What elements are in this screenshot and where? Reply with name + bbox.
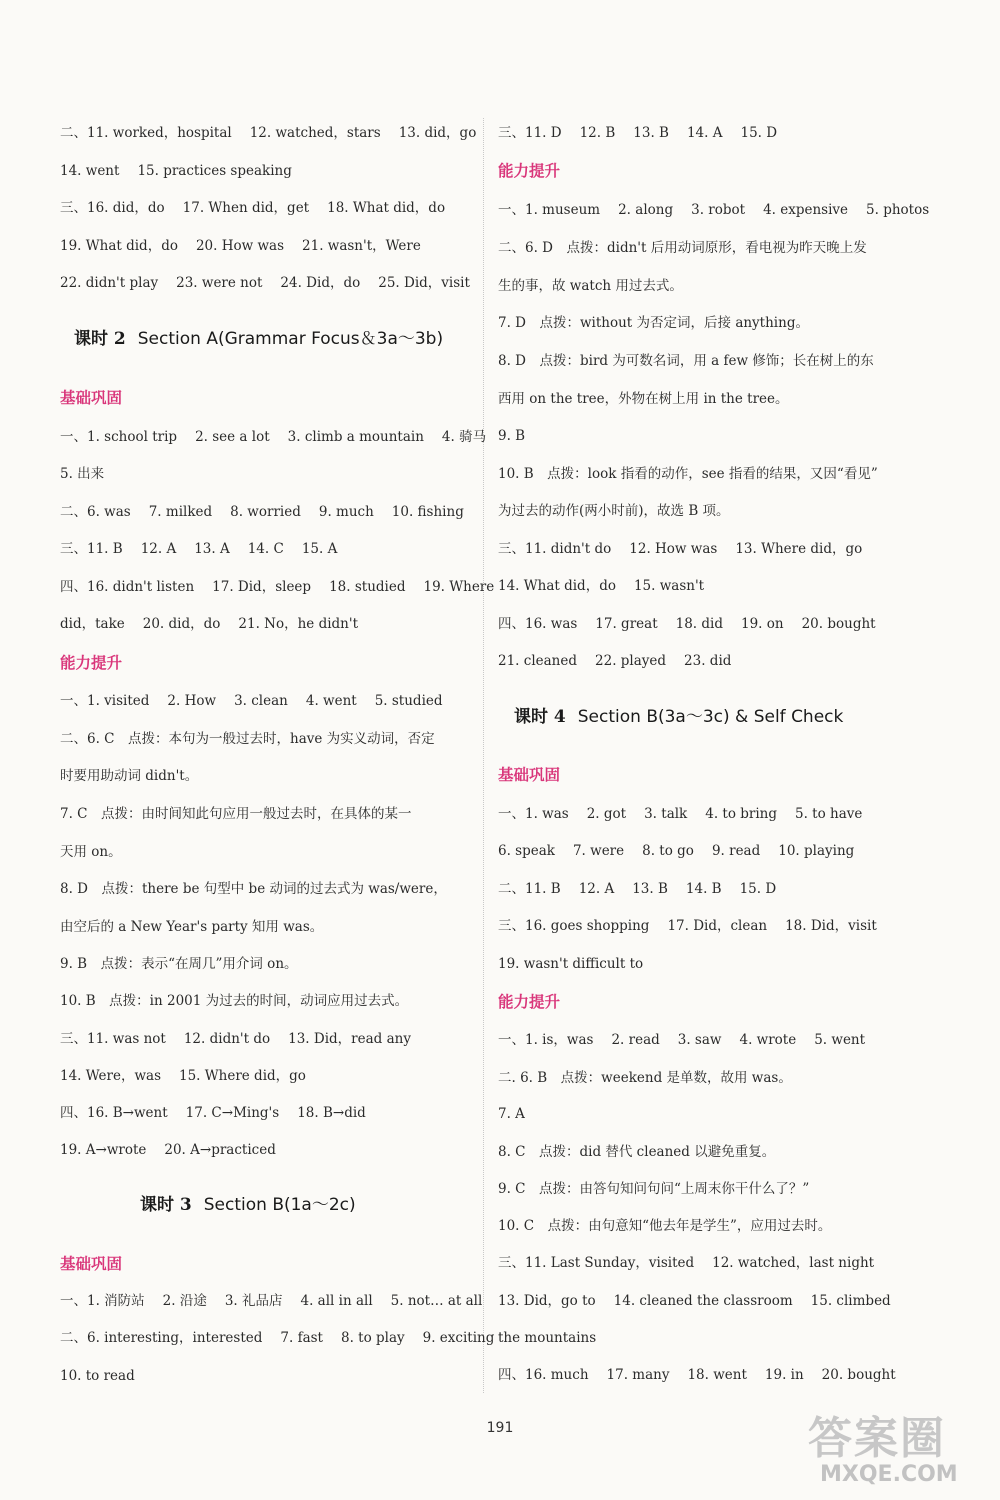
answer-line — [498, 1253, 874, 1273]
answer-item: 17. Did，sleep — [212, 579, 312, 595]
answer-line — [498, 313, 809, 333]
lesson-section: Section B(1a～2c) — [203, 1195, 356, 1215]
answer-line — [60, 917, 323, 937]
answer-line — [498, 651, 731, 671]
answer-item: 5. not… at all — [390, 1293, 483, 1309]
answer-item: 18. What did，do — [327, 200, 446, 216]
answer-item: 一、1. visited — [60, 693, 150, 709]
answer-item: 5. went — [814, 1032, 866, 1048]
answer-item: 12. How was — [629, 541, 718, 557]
answer-item: 三、16. did，do — [60, 200, 165, 216]
answer-item: 14. C — [247, 541, 284, 557]
lesson-section: Section B(3a～3c) & Self Check — [577, 707, 844, 727]
answer-item: 7. C 点拨：由时间知此句应用一般过去时，在具体的某一 — [60, 806, 412, 822]
answer-item: 13. B — [633, 125, 669, 141]
answer-item: 一、1. school trip — [60, 429, 178, 445]
answer-item: 15. climbed — [810, 1293, 891, 1309]
section-heading: 能力提升 — [60, 654, 123, 672]
answer-item: 4. went — [305, 693, 357, 709]
answer-item: 23. did — [684, 653, 732, 669]
answer-item: 18. did — [675, 616, 723, 632]
answer-item: 13. B — [632, 881, 668, 897]
lesson-section: Section A(Grammar Focus＆3a～3b) — [137, 329, 444, 349]
section-heading: 基础巩固 — [60, 389, 123, 407]
answer-item: 12. watched，stars — [249, 125, 381, 141]
page-number: 191 — [486, 1420, 514, 1436]
answer-item: 21. wasn't，Were — [302, 238, 421, 254]
answer-line — [498, 276, 683, 296]
answer-line — [60, 577, 494, 597]
answer-item: 三、11. didn't do — [498, 541, 612, 557]
answer-item: 12. A — [578, 881, 615, 897]
answer-item: 5. photos — [866, 202, 930, 218]
answer-line — [60, 954, 298, 974]
answer-item: 24. Did，do — [280, 275, 361, 291]
lesson-key: 课时 2 — [74, 329, 126, 349]
answer-item: 13. did，go — [398, 125, 477, 141]
answer-item: 7. fast — [280, 1330, 323, 1346]
answer-item: 7. A — [498, 1106, 525, 1122]
lesson-title — [140, 1193, 356, 1217]
answer-item: 6. speak — [498, 843, 555, 859]
answer-line — [498, 614, 876, 634]
answer-item: 4. 骑马 — [441, 429, 487, 445]
answer-line — [60, 1066, 306, 1086]
answer-item: 9. B — [498, 428, 526, 444]
answer-line — [60, 427, 486, 447]
answer-item: 14. A — [686, 125, 723, 141]
answer-item: 四、16. B→went — [60, 1105, 168, 1121]
answer-line — [60, 691, 443, 711]
answer-line — [60, 236, 421, 256]
answer-item: did，take — [60, 616, 125, 632]
answer-item: 17. Did，clean — [667, 918, 768, 934]
answer-item: 二、6. was — [60, 504, 131, 520]
lesson-key: 课时 4 — [514, 707, 566, 727]
answer-item: 8. D 点拨：bird 为可数名词，用 a few 修饰；长在树上的东 — [498, 353, 874, 369]
section-heading: 基础巩固 — [498, 766, 561, 784]
answer-item: 21. cleaned — [498, 653, 578, 669]
answer-item: 20. bought — [801, 616, 876, 632]
answer-item: 15. practices speaking — [137, 163, 292, 179]
answer-item: 8. worried — [230, 504, 301, 520]
answer-item: 18. went — [687, 1367, 747, 1383]
answer-line — [498, 1068, 792, 1088]
answer-item: 2. How — [167, 693, 217, 709]
answer-item: 9. C 点拨：由答句知问句问“上周末你干什么了？” — [498, 1181, 810, 1197]
answer-item: 一、1. is，was — [498, 1032, 594, 1048]
answer-item: 三、11. Last Sunday，visited — [498, 1255, 695, 1271]
answer-item: 3. 礼品店 — [224, 1293, 283, 1309]
answer-line — [498, 916, 877, 936]
answer-item: 19. wasn't difficult to — [498, 956, 644, 972]
answer-item: 3. climb a mountain — [287, 429, 424, 445]
answer-item: 18. studied — [329, 579, 406, 595]
answer-item: 22. played — [595, 653, 667, 669]
answer-item: 四、16. much — [498, 1367, 589, 1383]
answer-line — [60, 161, 292, 181]
answer-item: 2. got — [586, 806, 627, 822]
answer-item: 二. 6. B 点拨：weekend 是单数，故用 was。 — [498, 1070, 792, 1086]
answer-line — [60, 1328, 494, 1348]
answer-item: 23. were not — [176, 275, 263, 291]
lesson-key: 课时 3 — [140, 1195, 192, 1215]
answer-line — [60, 539, 337, 559]
answer-item: 7. D 点拨：without 为否定词，后接 anything。 — [498, 315, 809, 331]
answer-item: the mountains — [498, 1330, 597, 1346]
answer-item: 14. Were，was — [60, 1068, 161, 1084]
answer-line — [498, 1216, 831, 1236]
answer-item: 3. clean — [234, 693, 288, 709]
answer-item: 四、16. was — [498, 616, 578, 632]
answer-item: 一、1. was — [498, 806, 569, 822]
answer-line — [498, 841, 854, 861]
answer-item: 二、6. C 点拨：本句为一般过去时，have 为实义动词，否定 — [60, 731, 435, 747]
answer-item: 22. didn't play — [60, 275, 159, 291]
answer-line — [498, 879, 776, 899]
answer-item: 10. to read — [60, 1368, 135, 1384]
watermark-logo — [808, 1400, 993, 1495]
answer-item: 4. expensive — [763, 202, 849, 218]
answer-item: 20. A→practiced — [164, 1142, 276, 1158]
answer-line — [60, 273, 470, 293]
lesson-title — [74, 327, 443, 351]
answer-line — [498, 954, 643, 974]
answer-item: 5. 出来 — [60, 466, 105, 482]
answer-item: 三、11. was not — [60, 1031, 166, 1047]
answer-item: 8. C 点拨：did 替代 cleaned 以避免重复。 — [498, 1144, 776, 1160]
answer-line — [498, 539, 862, 559]
answer-item: 19. A→wrote — [60, 1142, 147, 1158]
answer-item: 二、11. B — [498, 881, 561, 897]
answer-line — [60, 614, 358, 634]
answer-line — [498, 238, 867, 258]
section-heading: 能力提升 — [498, 162, 561, 180]
answer-item: 13. Did，read any — [288, 1031, 411, 1047]
answer-item: 8. D 点拨：there be 句型中 be 动词的过去式为 was/were， — [60, 881, 447, 897]
answer-item: 21. No，he didn't — [238, 616, 358, 632]
answer-item: 19. in — [764, 1367, 804, 1383]
answer-item: 14. What did，do — [498, 578, 616, 594]
answer-item: 3. saw — [677, 1032, 722, 1048]
answer-item: 10. C 点拨：由句意知“他去年是学生”，应用过去时。 — [498, 1218, 832, 1234]
section-heading: 能力提升 — [498, 993, 561, 1011]
answer-item: 14. B — [685, 881, 722, 897]
answer-item: 为过去的动作(两小时前)，故选 B 项。 — [498, 503, 730, 519]
answer-item: 25. Did，visit — [378, 275, 470, 291]
answer-item: 14. went — [60, 163, 120, 179]
answer-item: 17. C→Ming's — [185, 1105, 280, 1121]
answer-item: 14. cleaned the classroom — [613, 1293, 793, 1309]
answer-item: 天用 on。 — [60, 844, 122, 860]
answer-item: 5. to have — [795, 806, 863, 822]
answer-item: 西用 on the tree，外物在树上用 in the tree。 — [498, 391, 789, 407]
answer-item: 2. see a lot — [195, 429, 270, 445]
answer-line — [60, 1291, 482, 1311]
answer-item: 5. studied — [374, 693, 443, 709]
answer-item: 4. all in all — [300, 1293, 373, 1309]
answer-line — [498, 464, 878, 484]
answer-item: 三、11. B — [60, 541, 123, 557]
answer-item: 17. great — [595, 616, 658, 632]
answer-line — [498, 351, 874, 371]
answer-item: 二、11. worked，hospital — [60, 125, 232, 141]
answer-item: 20. How was — [195, 238, 285, 254]
answer-line — [498, 426, 525, 446]
answer-line — [60, 729, 435, 749]
answer-item: 13. Where did，go — [735, 541, 863, 557]
answer-item: 4. wrote — [739, 1032, 797, 1048]
answer-item: 7. milked — [148, 504, 213, 520]
answer-item: 13. A — [194, 541, 230, 557]
answer-item: 二、6. interesting，interested — [60, 1330, 263, 1346]
answer-item: 18. B→did — [297, 1105, 366, 1121]
answer-item: 生的事，故 watch 用过去式。 — [498, 278, 683, 294]
answer-item: 20. did，do — [142, 616, 221, 632]
column-divider — [483, 118, 485, 1393]
answer-item: 19. Where — [423, 579, 495, 595]
answer-item: 二、6. D 点拨：didn't 后用动词原形，看电视为昨天晚上发 — [498, 240, 867, 256]
answer-line — [60, 198, 445, 218]
answer-item: 15. D — [739, 881, 777, 897]
answer-item: 17. many — [606, 1367, 670, 1383]
answer-line — [60, 1366, 135, 1386]
answer-item: 20. bought — [821, 1367, 896, 1383]
answer-line — [60, 842, 122, 862]
answer-line — [60, 804, 412, 824]
answer-line — [498, 501, 730, 521]
answer-line — [60, 464, 104, 484]
answer-line — [60, 502, 464, 522]
answer-item: 四、16. didn't listen — [60, 579, 195, 595]
answer-item: 10. playing — [778, 843, 855, 859]
answer-item: 15. D — [740, 125, 778, 141]
answer-item: 三、11. D — [498, 125, 562, 141]
answer-line — [498, 123, 777, 143]
answer-item: 7. were — [572, 843, 625, 859]
answer-line — [60, 991, 408, 1011]
answer-item: 时要用助动词 didn't。 — [60, 768, 199, 784]
answer-line — [60, 766, 198, 786]
section-heading: 基础巩固 — [60, 1255, 123, 1273]
watermark-url: MXQE.COM — [820, 1462, 958, 1487]
answer-item: 12. B — [579, 125, 616, 141]
answer-item: 一、1. 消防站 — [60, 1293, 145, 1309]
lesson-title — [514, 705, 843, 729]
answer-line — [60, 123, 476, 143]
answer-line — [498, 389, 789, 409]
answer-item: 12. didn't do — [183, 1031, 271, 1047]
answer-line — [498, 1142, 775, 1162]
answer-item: 由空后的 a New Year's party 知用 was。 — [60, 919, 324, 935]
answer-item: 9. exciting — [422, 1330, 495, 1346]
answer-item: 19. What did，do — [60, 238, 178, 254]
answer-line — [60, 1103, 366, 1123]
answer-line — [498, 1104, 525, 1124]
answer-item: 9. B 点拨：表示“在周几”用介词 on。 — [60, 956, 298, 972]
answer-item: 3. talk — [644, 806, 688, 822]
answer-item: 15. wasn't — [633, 578, 705, 594]
answer-line — [498, 1030, 865, 1050]
answer-item: 3. robot — [691, 202, 746, 218]
answer-item: 12. watched，last night — [712, 1255, 875, 1271]
answer-item: 15. A — [301, 541, 338, 557]
answer-line — [498, 1365, 896, 1385]
answer-item: 一、1. museum — [498, 202, 601, 218]
answer-line — [498, 1179, 809, 1199]
answer-item: 8. to play — [340, 1330, 405, 1346]
answer-item: 4. to bring — [705, 806, 778, 822]
answer-item: 13. Did，go to — [498, 1293, 596, 1309]
answer-line — [60, 1140, 276, 1160]
answer-item: 三、16. goes shopping — [498, 918, 650, 934]
answer-item: 8. to go — [642, 843, 694, 859]
answer-line — [60, 879, 447, 899]
answer-item: 19. on — [741, 616, 784, 632]
answer-item: 10. B 点拨：look 指看的动作，see 指看的结果，又因“看见” — [498, 466, 878, 482]
answer-item: 18. Did，visit — [785, 918, 877, 934]
answer-item: 15. Where did，go — [179, 1068, 306, 1084]
answer-item: 2. 沿途 — [162, 1293, 207, 1309]
answer-line — [498, 1328, 596, 1348]
answer-line — [498, 804, 862, 824]
answer-item: 9. read — [711, 843, 761, 859]
answer-item: 10. B 点拨：in 2001 为过去的时间，动词应用过去式。 — [60, 993, 409, 1009]
watermark-text: 答案圈 — [808, 1413, 946, 1464]
answer-item: 9. much — [318, 504, 374, 520]
answer-line — [498, 576, 704, 596]
answer-item: 17. When did，get — [182, 200, 310, 216]
answer-line — [498, 1291, 891, 1311]
answer-item: 12. A — [140, 541, 177, 557]
answer-line — [498, 200, 929, 220]
answer-item: 2. read — [611, 1032, 660, 1048]
answer-item: 2. along — [618, 202, 674, 218]
answer-item: 10. fishing — [391, 504, 464, 520]
answer-line — [60, 1029, 411, 1049]
